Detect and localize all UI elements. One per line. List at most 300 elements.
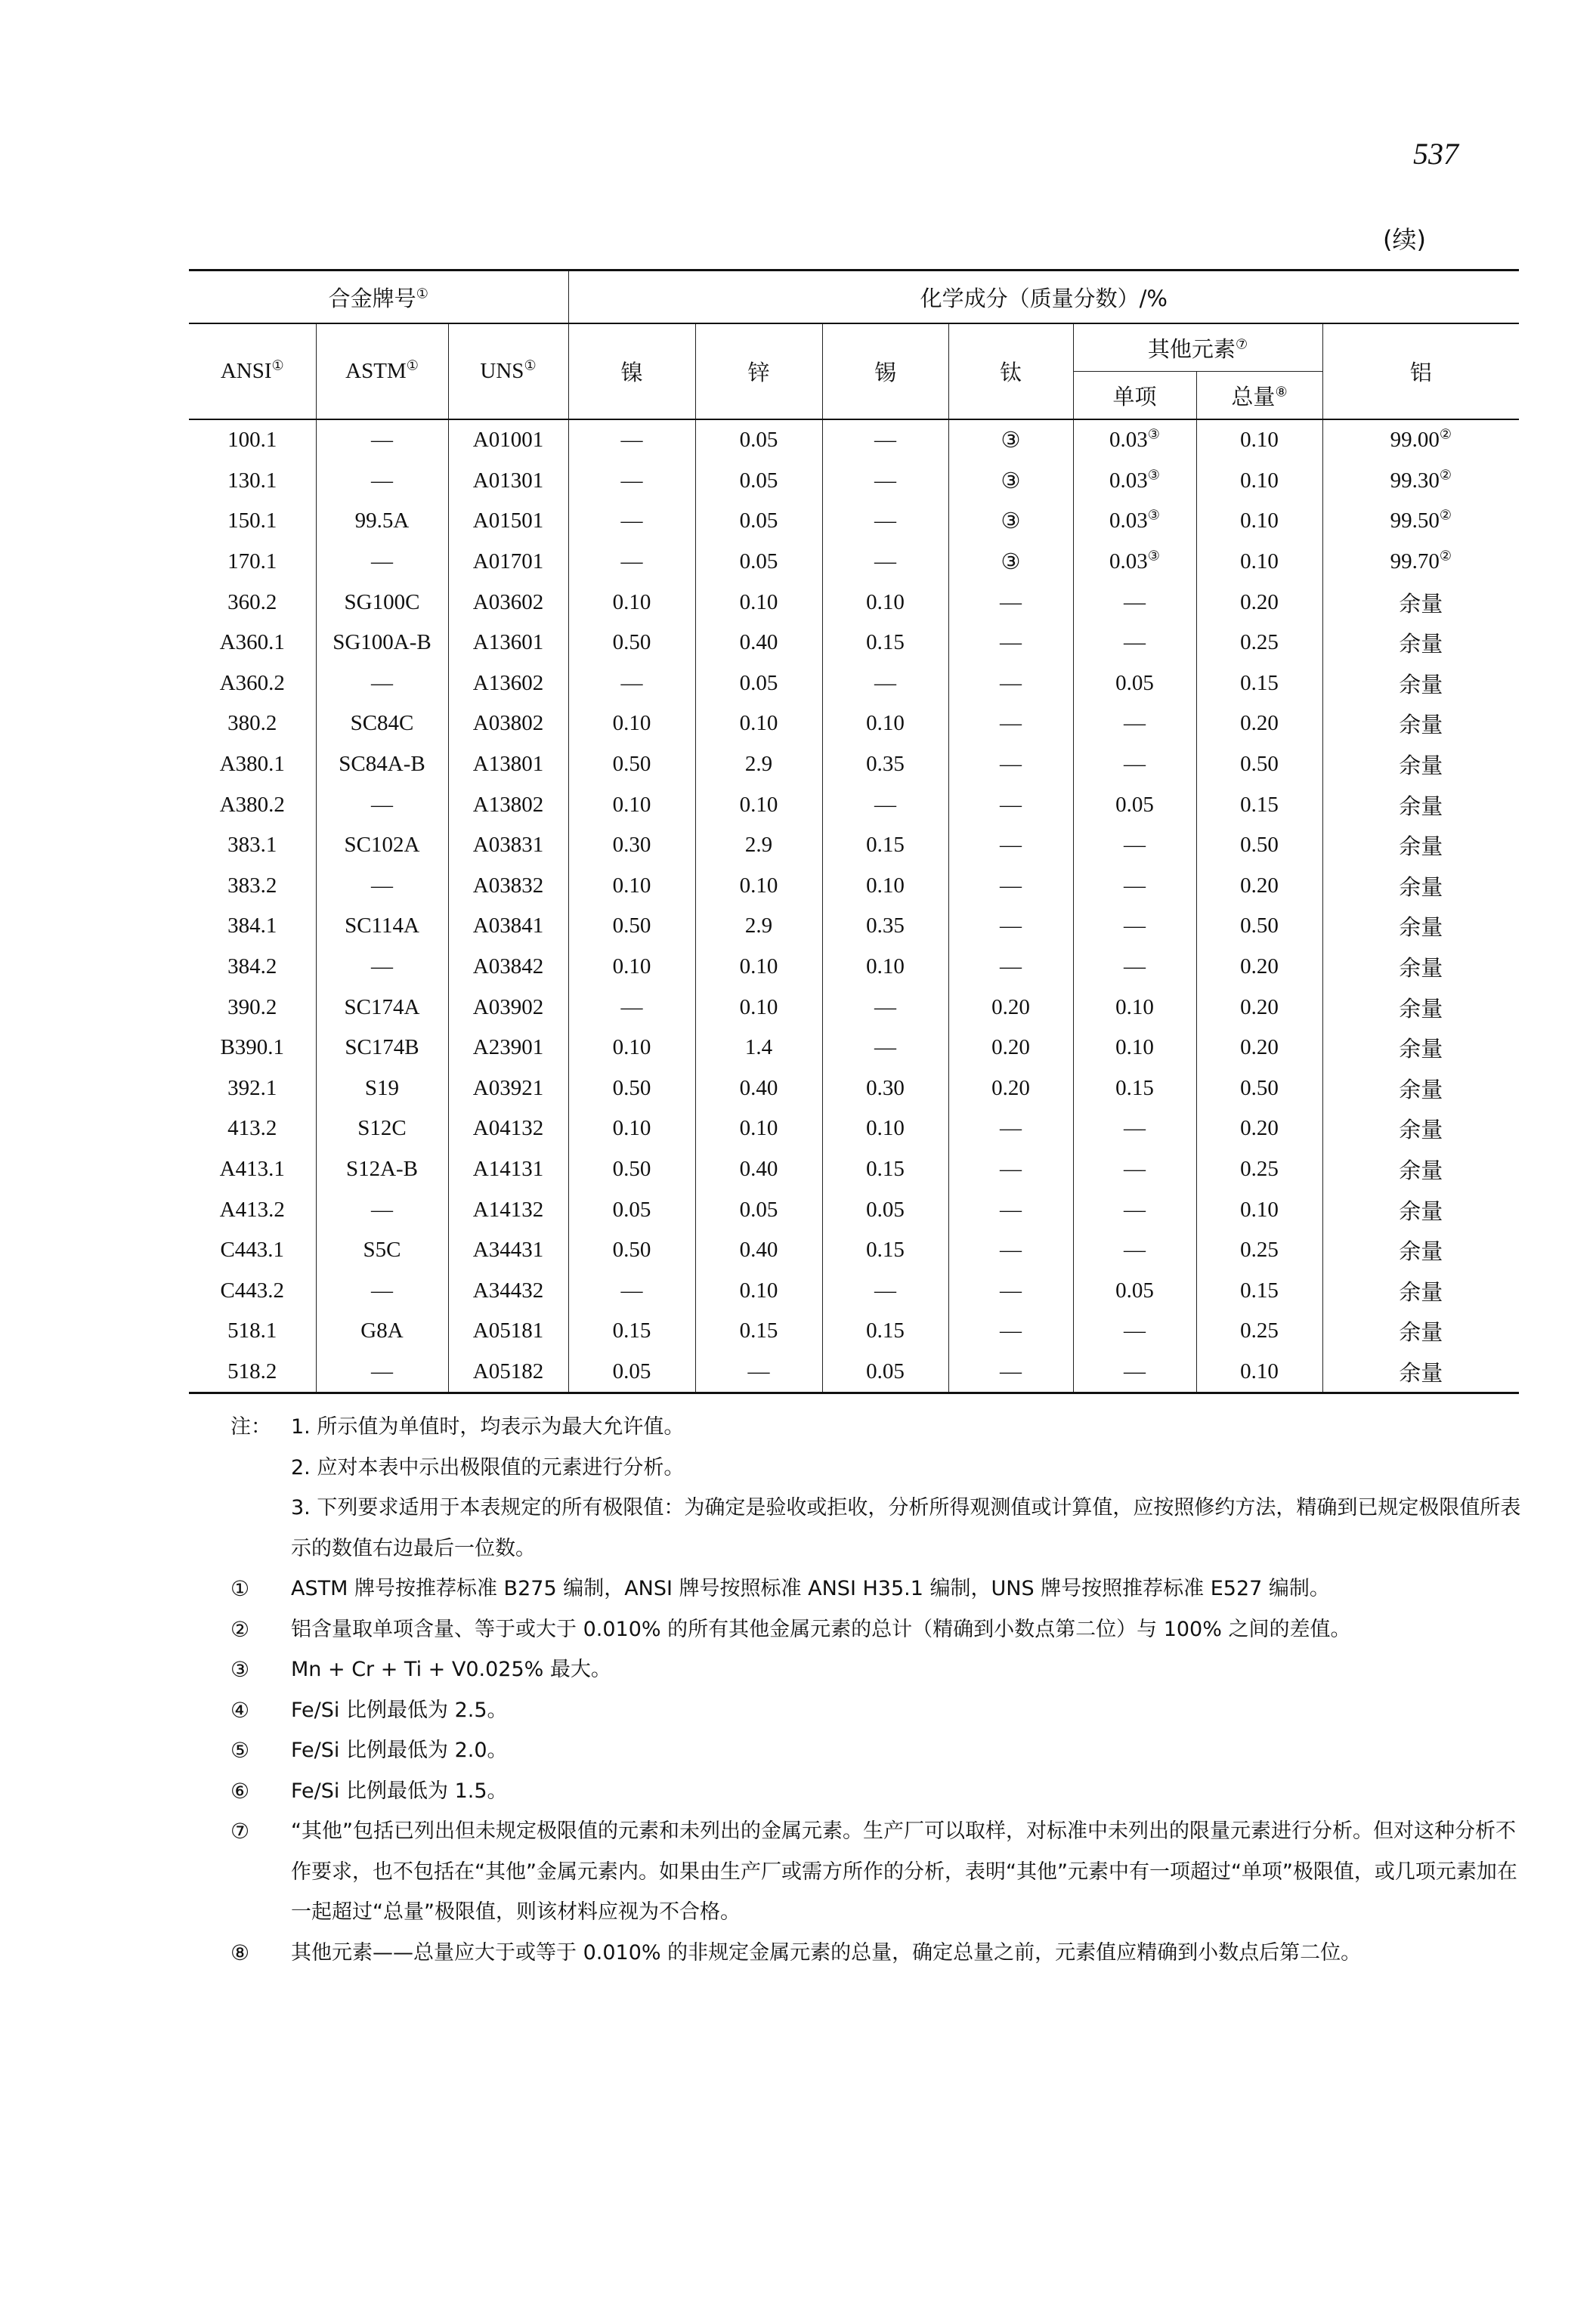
uns-cell-value: A03902 [472,994,544,1019]
titanium-cell-value: — [1000,1116,1022,1141]
uns-cell [448,542,568,583]
astm-cell-value: S19 [364,1075,400,1100]
astm-cell [316,1352,448,1393]
zinc-cell-value: 2.9 [744,914,773,938]
ansi-cell [189,784,316,825]
total-cell-value: 0.10 [1240,1197,1279,1222]
titanium-cell [948,825,1073,866]
ansi-cell [189,1352,316,1393]
aluminum-cell [1322,1230,1519,1271]
titanium-cell [948,784,1073,825]
uns-cell-value: A13602 [472,670,544,695]
uns-cell [448,703,568,744]
titanium-cell-value: — [1000,873,1022,898]
table-row [189,419,1519,461]
tin-cell-value: 0.10 [866,1116,905,1141]
zinc-cell-value: 1.4 [744,1035,773,1060]
astm-cell [316,1270,448,1311]
aluminum-cell-value: 余量 [1399,1157,1443,1183]
total-cell [1196,1230,1322,1271]
tin-cell [822,703,948,744]
ansi-cell [189,906,316,947]
header-total: 总量⑧ [1196,372,1322,420]
astm-cell [316,825,448,866]
aluminum-cell-value: 余量 [1399,712,1443,738]
nickel-cell-value: 0.50 [612,630,651,655]
uns-cell-value: A34432 [472,1278,544,1303]
header-tin: 锡 [822,323,948,419]
total-cell [1196,947,1322,988]
uns-cell [448,906,568,947]
table-row [189,1149,1519,1190]
aluminum-cell [1322,582,1519,623]
single-cell-value: — [1124,1156,1146,1181]
uns-cell-value: A03842 [472,954,544,979]
tin-cell-value: 0.05 [866,1197,905,1222]
titanium-cell-value: ③ [1001,550,1021,575]
ansi-cell-value: 380.2 [227,711,277,736]
single-cell [1073,1311,1196,1352]
total-cell-value: 0.50 [1240,752,1279,777]
tin-cell [822,501,948,542]
total-cell-value: 0.20 [1240,589,1279,614]
titanium-cell [948,947,1073,988]
zinc-cell-value: 0.10 [739,792,778,817]
astm-cell-value: SC114A [345,914,419,938]
uns-cell-value: A03831 [472,833,544,858]
footnote-mark: ⑧ [230,1940,250,1965]
ansi-cell [189,703,316,744]
total-cell [1196,703,1322,744]
nickel-cell-value: 0.50 [612,914,651,938]
aluminum-cell-value: 余量 [1399,1359,1443,1386]
uns-cell [448,501,568,542]
page-number: 537 [1413,137,1458,171]
footnote-item [230,1933,1530,1974]
aluminum-cell-value: 余量 [1399,671,1443,697]
titanium-cell-value: 0.20 [991,994,1030,1019]
footnote-ref: ③ [1147,548,1160,564]
footnote-ref: ② [1439,507,1452,523]
ansi-cell-value: A360.1 [219,630,285,655]
titanium-cell-value: — [1000,1278,1022,1303]
titanium-cell-value: — [1000,792,1022,817]
single-cell [1073,1270,1196,1311]
header-chemical-composition: 化学成分（质量分数）/% [568,271,1519,324]
nickel-cell-value: — [620,994,643,1019]
footnote-text: Mn + Cr + Ti + V0.025% 最大。 [291,1658,611,1681]
titanium-cell-value: — [1000,1197,1022,1222]
single-cell [1073,987,1196,1028]
total-cell [1196,1149,1322,1190]
titanium-cell [948,744,1073,785]
tin-cell [822,866,948,907]
astm-cell [316,623,448,663]
footnote-ref: ② [1439,426,1452,442]
zinc-cell-value: 0.05 [739,509,778,533]
tin-cell-value: 0.10 [866,954,905,979]
tin-cell-value: 0.15 [866,630,905,655]
table-row [189,866,1519,907]
header-other-elements: 其他元素⑦ [1073,323,1322,372]
total-cell-value: 0.15 [1240,670,1279,695]
uns-cell-value: A05181 [472,1319,544,1343]
single-cell [1073,784,1196,825]
total-cell-value: 0.50 [1240,1075,1279,1100]
zinc-cell [695,663,822,704]
astm-cell [316,419,448,461]
aluminum-cell [1322,1108,1519,1149]
aluminum-cell-value: 余量 [1399,955,1443,982]
single-cell [1073,703,1196,744]
tin-cell [822,1230,948,1271]
uns-cell [448,1230,568,1271]
aluminum-cell [1322,866,1519,907]
note-item [230,1448,1530,1489]
total-cell-value: 0.10 [1240,549,1279,574]
titanium-cell-value: — [1000,954,1022,979]
zinc-cell-value: — [747,1359,770,1383]
single-cell-value: — [1124,1359,1146,1383]
aluminum-cell [1322,1028,1519,1068]
titanium-cell [948,1068,1073,1109]
ansi-cell-value: A380.1 [219,752,285,777]
nickel-cell-value: 0.15 [612,1319,651,1343]
footnote-text: 铝含量取单项含量、等于或大于 0.010% 的所有其他金属元素的总计（精确到小数点第二位）与 100% 之间的差值。 [291,1617,1351,1641]
astm-cell-value: 99.5A [354,509,410,533]
nickel-cell-value: 0.50 [612,1238,651,1263]
single-cell-value: 0.15 [1115,1075,1154,1100]
uns-cell-value: A13801 [472,752,544,777]
ansi-cell [189,866,316,907]
ansi-cell [189,1189,316,1230]
zinc-cell [695,501,822,542]
nickel-cell [568,1230,695,1271]
nickel-cell [568,1149,695,1190]
table-row [189,542,1519,583]
tin-cell-value: 0.35 [866,914,905,938]
nickel-cell [568,419,695,461]
zinc-cell-value: 0.05 [739,670,778,695]
single-cell-value: 0.03 [1109,468,1148,493]
uns-cell-value: A13601 [472,630,544,655]
aluminum-cell [1322,1149,1519,1190]
single-cell [1073,1028,1196,1068]
ansi-cell-value: 384.1 [227,914,277,938]
tin-cell [822,1270,948,1311]
astm-cell [316,1149,448,1190]
total-cell-value: 0.25 [1240,1238,1279,1263]
nickel-cell-value: — [620,468,643,493]
footnote-text: Fe/Si 比例最低为 2.0。 [291,1739,508,1762]
total-cell [1196,1108,1322,1149]
header-uns: UNS① [448,323,568,419]
aluminum-cell-value: 余量 [1399,1198,1443,1224]
total-cell [1196,1352,1322,1393]
uns-cell [448,1311,568,1352]
astm-cell [316,1108,448,1149]
total-cell [1196,623,1322,663]
nickel-cell [568,623,695,663]
astm-cell [316,1189,448,1230]
zinc-cell [695,1230,822,1271]
zinc-cell [695,623,822,663]
ansi-cell-value: 413.2 [227,1116,277,1141]
total-cell-value: 0.50 [1240,914,1279,938]
astm-cell-value: — [371,1278,393,1303]
single-cell-value: 0.05 [1115,792,1154,817]
zinc-cell [695,542,822,583]
aluminum-cell [1322,1311,1519,1352]
total-cell-value: 0.25 [1240,630,1279,655]
uns-cell-value: A03841 [472,914,544,938]
titanium-cell-value: 0.20 [991,1035,1030,1060]
single-cell [1073,461,1196,502]
aluminum-cell-value: 99.70 [1390,549,1440,574]
header-zinc: 锌 [695,323,822,419]
ansi-cell [189,663,316,704]
nickel-cell [568,825,695,866]
astm-cell [316,542,448,583]
header-alloy-designation: 合金牌号① [189,271,568,324]
uns-cell-value: A03921 [472,1075,544,1100]
footnote-text: 其他元素——总量应大于或等于 0.010% 的非规定金属元素的总量，确定总量之前，元素值应精确到小数点后第二位。 [291,1940,1362,1965]
tin-cell-value: 0.35 [866,752,905,777]
single-cell [1073,866,1196,907]
zinc-cell [695,987,822,1028]
tin-cell [822,784,948,825]
tin-cell-value: — [874,670,896,695]
aluminum-cell-value: 余量 [1399,590,1443,617]
titanium-cell [948,623,1073,663]
ansi-cell-value: 384.2 [227,954,277,979]
titanium-cell-value: — [1000,1156,1022,1181]
nickel-cell [568,866,695,907]
single-cell [1073,663,1196,704]
single-cell [1073,1230,1196,1271]
zinc-cell [695,461,822,502]
astm-cell-value: — [371,549,393,574]
zinc-cell-value: 0.10 [739,873,778,898]
uns-cell-value: A01001 [472,428,544,453]
zinc-cell-value: 0.05 [739,549,778,574]
footnote-ref: ③ [1147,467,1160,483]
header-ansi: ANSI① [189,323,316,419]
ansi-cell [189,1270,316,1311]
uns-cell-value: A04132 [472,1116,544,1141]
zinc-cell-value: 0.05 [739,468,778,493]
ansi-cell [189,623,316,663]
aluminum-cell-value: 余量 [1399,631,1443,657]
single-cell-value: 0.03 [1109,428,1148,453]
single-cell [1073,1189,1196,1230]
uns-cell [448,582,568,623]
astm-cell [316,501,448,542]
single-cell-value: 0.03 [1109,549,1148,574]
ansi-cell-value: B390.1 [220,1035,285,1060]
titanium-cell-value: — [1000,752,1022,777]
aluminum-cell-value: 99.00 [1390,428,1440,453]
footnote-text: ASTM 牌号按推荐标准 B275 编制，ANSI 牌号按照标准 ANSI H35.1 编制，UNS 牌号按照推荐标准 E527 编制。 [291,1577,1330,1600]
titanium-cell [948,582,1073,623]
single-cell [1073,744,1196,785]
astm-cell-value: — [371,873,393,898]
nickel-cell-value: — [620,670,643,695]
table-row [189,663,1519,704]
zinc-cell [695,1149,822,1190]
nickel-cell [568,542,695,583]
zinc-cell [695,866,822,907]
nickel-cell-value: 0.05 [612,1359,651,1383]
footnote-mark: ③ [230,1657,250,1682]
footnote-item [230,1771,1530,1812]
tin-cell [822,419,948,461]
table-row [189,703,1519,744]
astm-cell [316,1028,448,1068]
aluminum-cell [1322,906,1519,947]
nickel-cell-value: 0.30 [612,833,651,858]
aluminum-cell [1322,1352,1519,1393]
titanium-cell [948,419,1073,461]
uns-cell [448,866,568,907]
total-cell [1196,582,1322,623]
aluminum-cell-value: 余量 [1399,1238,1443,1265]
uns-cell [448,947,568,988]
ansi-cell-value: 383.2 [227,873,277,898]
astm-cell [316,784,448,825]
zinc-cell-value: 0.40 [739,630,778,655]
astm-cell-value: SG100A-B [332,630,431,655]
total-cell [1196,1270,1322,1311]
zinc-cell-value: 0.40 [739,1238,778,1263]
astm-cell [316,744,448,785]
tin-cell [822,947,948,988]
total-cell-value: 0.20 [1240,1035,1279,1060]
uns-cell [448,987,568,1028]
titanium-cell [948,866,1073,907]
single-cell [1073,623,1196,663]
uns-cell [448,1352,568,1393]
total-cell [1196,663,1322,704]
ansi-cell-value: A360.2 [219,670,285,695]
tin-cell-value: — [874,1278,896,1303]
single-cell [1073,501,1196,542]
titanium-cell-value: — [1000,833,1022,858]
total-cell-value: 0.20 [1240,711,1279,736]
aluminum-cell-value: 余量 [1399,1036,1443,1062]
tin-cell [822,1068,948,1109]
titanium-cell [948,663,1073,704]
total-cell-value: 0.20 [1240,873,1279,898]
titanium-cell [948,703,1073,744]
footnote-mark: ④ [230,1697,250,1723]
total-cell-value: 0.10 [1240,1359,1279,1383]
tin-cell [822,987,948,1028]
ansi-cell-value: 130.1 [227,468,277,493]
tin-cell [822,461,948,502]
nickel-cell [568,1352,695,1393]
aluminum-cell-value: 余量 [1399,833,1443,860]
tin-cell [822,1149,948,1190]
footnote-text: Fe/Si 比例最低为 1.5。 [291,1779,508,1803]
uns-cell [448,623,568,663]
zinc-cell-value: 0.10 [739,1278,778,1303]
table-row [189,1028,1519,1068]
total-cell-value: 0.10 [1240,468,1279,493]
total-cell [1196,825,1322,866]
ansi-cell [189,1311,316,1352]
note-text: 1. 所示值为单值时，均表示为最大允许值。 [291,1415,685,1439]
tin-cell [822,663,948,704]
ansi-cell-value: 383.1 [227,833,277,858]
total-cell-value: 0.10 [1240,428,1279,453]
nickel-cell-value: 0.10 [612,792,651,817]
zinc-cell [695,703,822,744]
astm-cell-value: SC84A-B [339,752,425,777]
single-cell-value: — [1124,1238,1146,1263]
nickel-cell-value: 0.50 [612,1075,651,1100]
total-cell [1196,501,1322,542]
ansi-cell-value: 390.2 [227,994,277,1019]
notes-section [230,1407,1530,1973]
aluminum-cell [1322,987,1519,1028]
ansi-cell [189,947,316,988]
zinc-cell [695,1028,822,1068]
footnotes-list [230,1569,1530,1973]
aluminum-cell [1322,744,1519,785]
uns-cell [448,744,568,785]
nickel-cell [568,663,695,704]
ansi-cell-value: 150.1 [227,509,277,533]
single-cell-value: — [1124,752,1146,777]
single-cell-value: — [1124,1116,1146,1141]
ansi-cell [189,1108,316,1149]
zinc-cell-value: 0.40 [739,1156,778,1181]
aluminum-cell-value: 余量 [1399,1076,1443,1102]
aluminum-cell-value: 余量 [1399,873,1443,900]
total-cell-value: 0.10 [1240,509,1279,533]
aluminum-cell [1322,663,1519,704]
nickel-cell [568,947,695,988]
uns-cell-value: A14131 [472,1156,544,1181]
uns-cell-value: A03802 [472,711,544,736]
astm-cell [316,947,448,988]
titanium-cell [948,1230,1073,1271]
footnote-ref: ③ [1147,426,1160,442]
ansi-cell [189,987,316,1028]
notes-lead: 注： [230,1415,271,1439]
table-row [189,987,1519,1028]
aluminum-cell [1322,825,1519,866]
titanium-cell-value: — [1000,670,1022,695]
astm-cell-value: S12A-B [345,1156,419,1181]
total-cell [1196,987,1322,1028]
astm-cell-value: SG100C [344,589,420,614]
total-cell [1196,1311,1322,1352]
titanium-cell-value: — [1000,1359,1022,1383]
single-cell-value: — [1124,954,1146,979]
ansi-cell-value: 518.1 [227,1319,277,1343]
nickel-cell-value: 0.50 [612,1156,651,1181]
uns-cell [448,663,568,704]
nickel-cell-value: 0.10 [612,1116,651,1141]
aluminum-cell-value: 99.50 [1390,509,1440,533]
aluminum-cell [1322,419,1519,461]
total-cell [1196,744,1322,785]
single-cell-value: 0.10 [1115,994,1154,1019]
ansi-cell [189,1068,316,1109]
ansi-cell-value: 170.1 [227,549,277,574]
